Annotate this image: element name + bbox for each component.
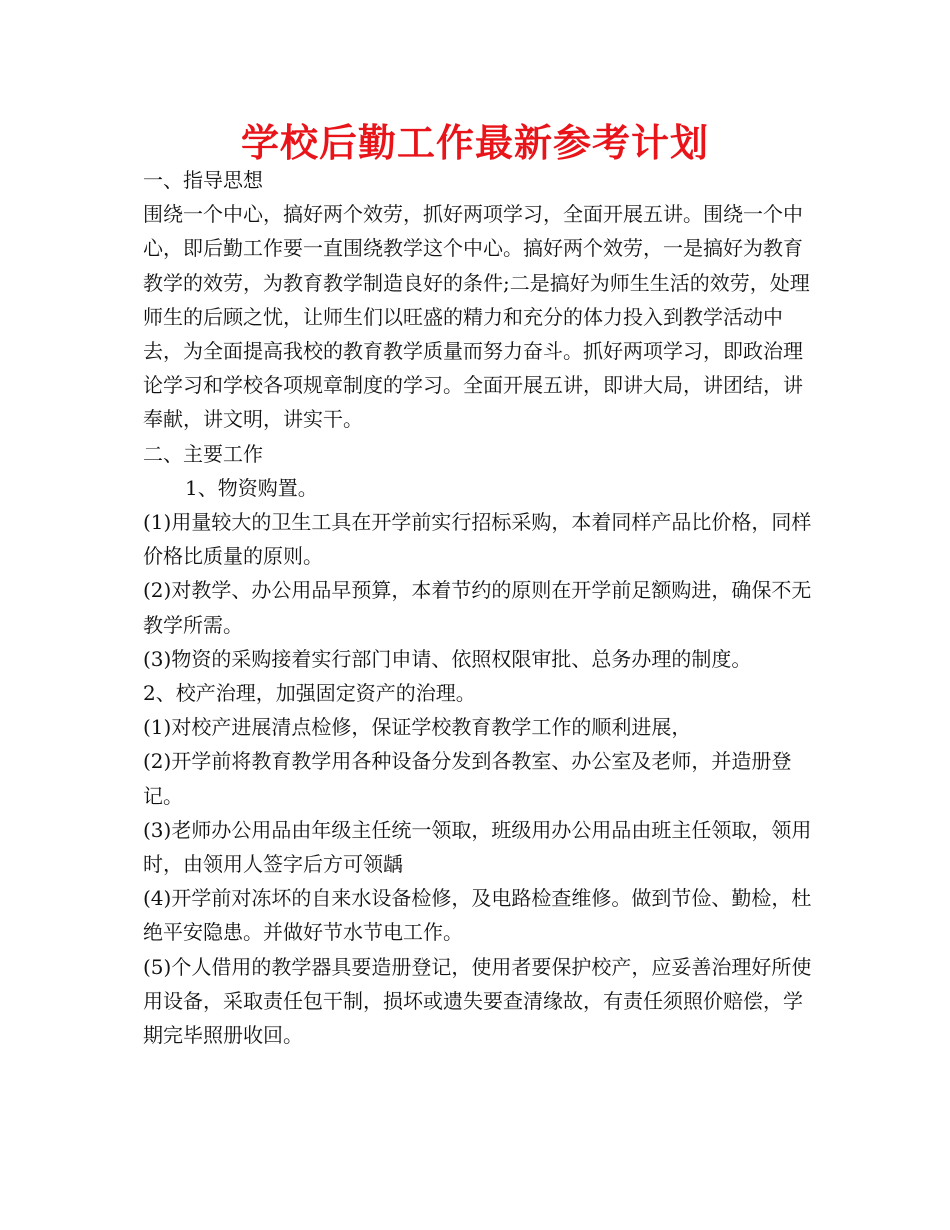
document-title: 学校后勤工作最新参考计划: [240, 121, 709, 165]
list-item-purchasing-2: (2)对教学、办公用品早预算，本着节约的原则在开学前足额购进，确保不无教学所需。: [143, 578, 812, 637]
section-heading-main-work: 二、主要工作: [143, 441, 263, 466]
list-item-asset-4: (4)开学前对冻坏的自来水设备检修，及电路检查维修。做到节俭、勤检，杜绝平安隐患。并做好节水节电工作。: [143, 886, 812, 945]
subsection-heading-asset-management: 2、校产治理，加强固定资产的治理。: [143, 681, 476, 706]
list-item-asset-2: (2)开学前将教育教学用各种设备分发到各教室、办公室及老师，并造册登记。: [143, 749, 792, 808]
list-item-purchasing-3: (3)物资的采购接着实行部门申请、依照权限审批、总务办理的制度。: [143, 646, 752, 671]
paragraph-guiding-thought: 围绕一个中心，搞好两个效劳，抓好两项学习，全面开展五讲。围绕一个中心，即后勤工作要一直围绕教学这个中心。搞好两个效劳，一是搞好为教育教学的效劳，为教育教学制造良好的条件;二是搞好为师生生活的效劳，处理师生的后顾之忧，让师生们以旺盛的精力和充分的体力投入到教学活动中去，为全面提高我校的教育教学质量而努力奋斗。抓好两项学习，即政治理论学习和学校各项规章制度的学习。全面开展五讲，即讲大局，讲团结，讲奉献，讲文明，讲实干。: [143, 202, 810, 432]
subsection-heading-purchasing: 1、物资购置。: [185, 475, 318, 500]
document-body: [143, 163, 815, 1052]
list-item-asset-5: (5)个人借用的教学器具要造册登记，使用者要保护校产，应妥善治理好所使用设备，采取责任包干制，损坏或遗失要查清缘故，有责任须照价赔偿，学期完毕照册收回。: [143, 954, 812, 1048]
list-item-purchasing-1: (1)用量较大的卫生工具在开学前实行招标采购，本着同样产品比价格，同样价格比质量的原则。: [143, 510, 812, 569]
section-heading-guiding-thought: 一、指导思想: [143, 168, 263, 192]
list-item-asset-1: (1)对校产进展清点检修，保证学校教育教学工作的顺利进展，: [143, 715, 692, 740]
list-item-asset-3: (3)老师办公用品由年级主任统一领取，班级用办公用品由班主任领取，领用时，由领用人签字后方可领龋: [143, 817, 812, 877]
